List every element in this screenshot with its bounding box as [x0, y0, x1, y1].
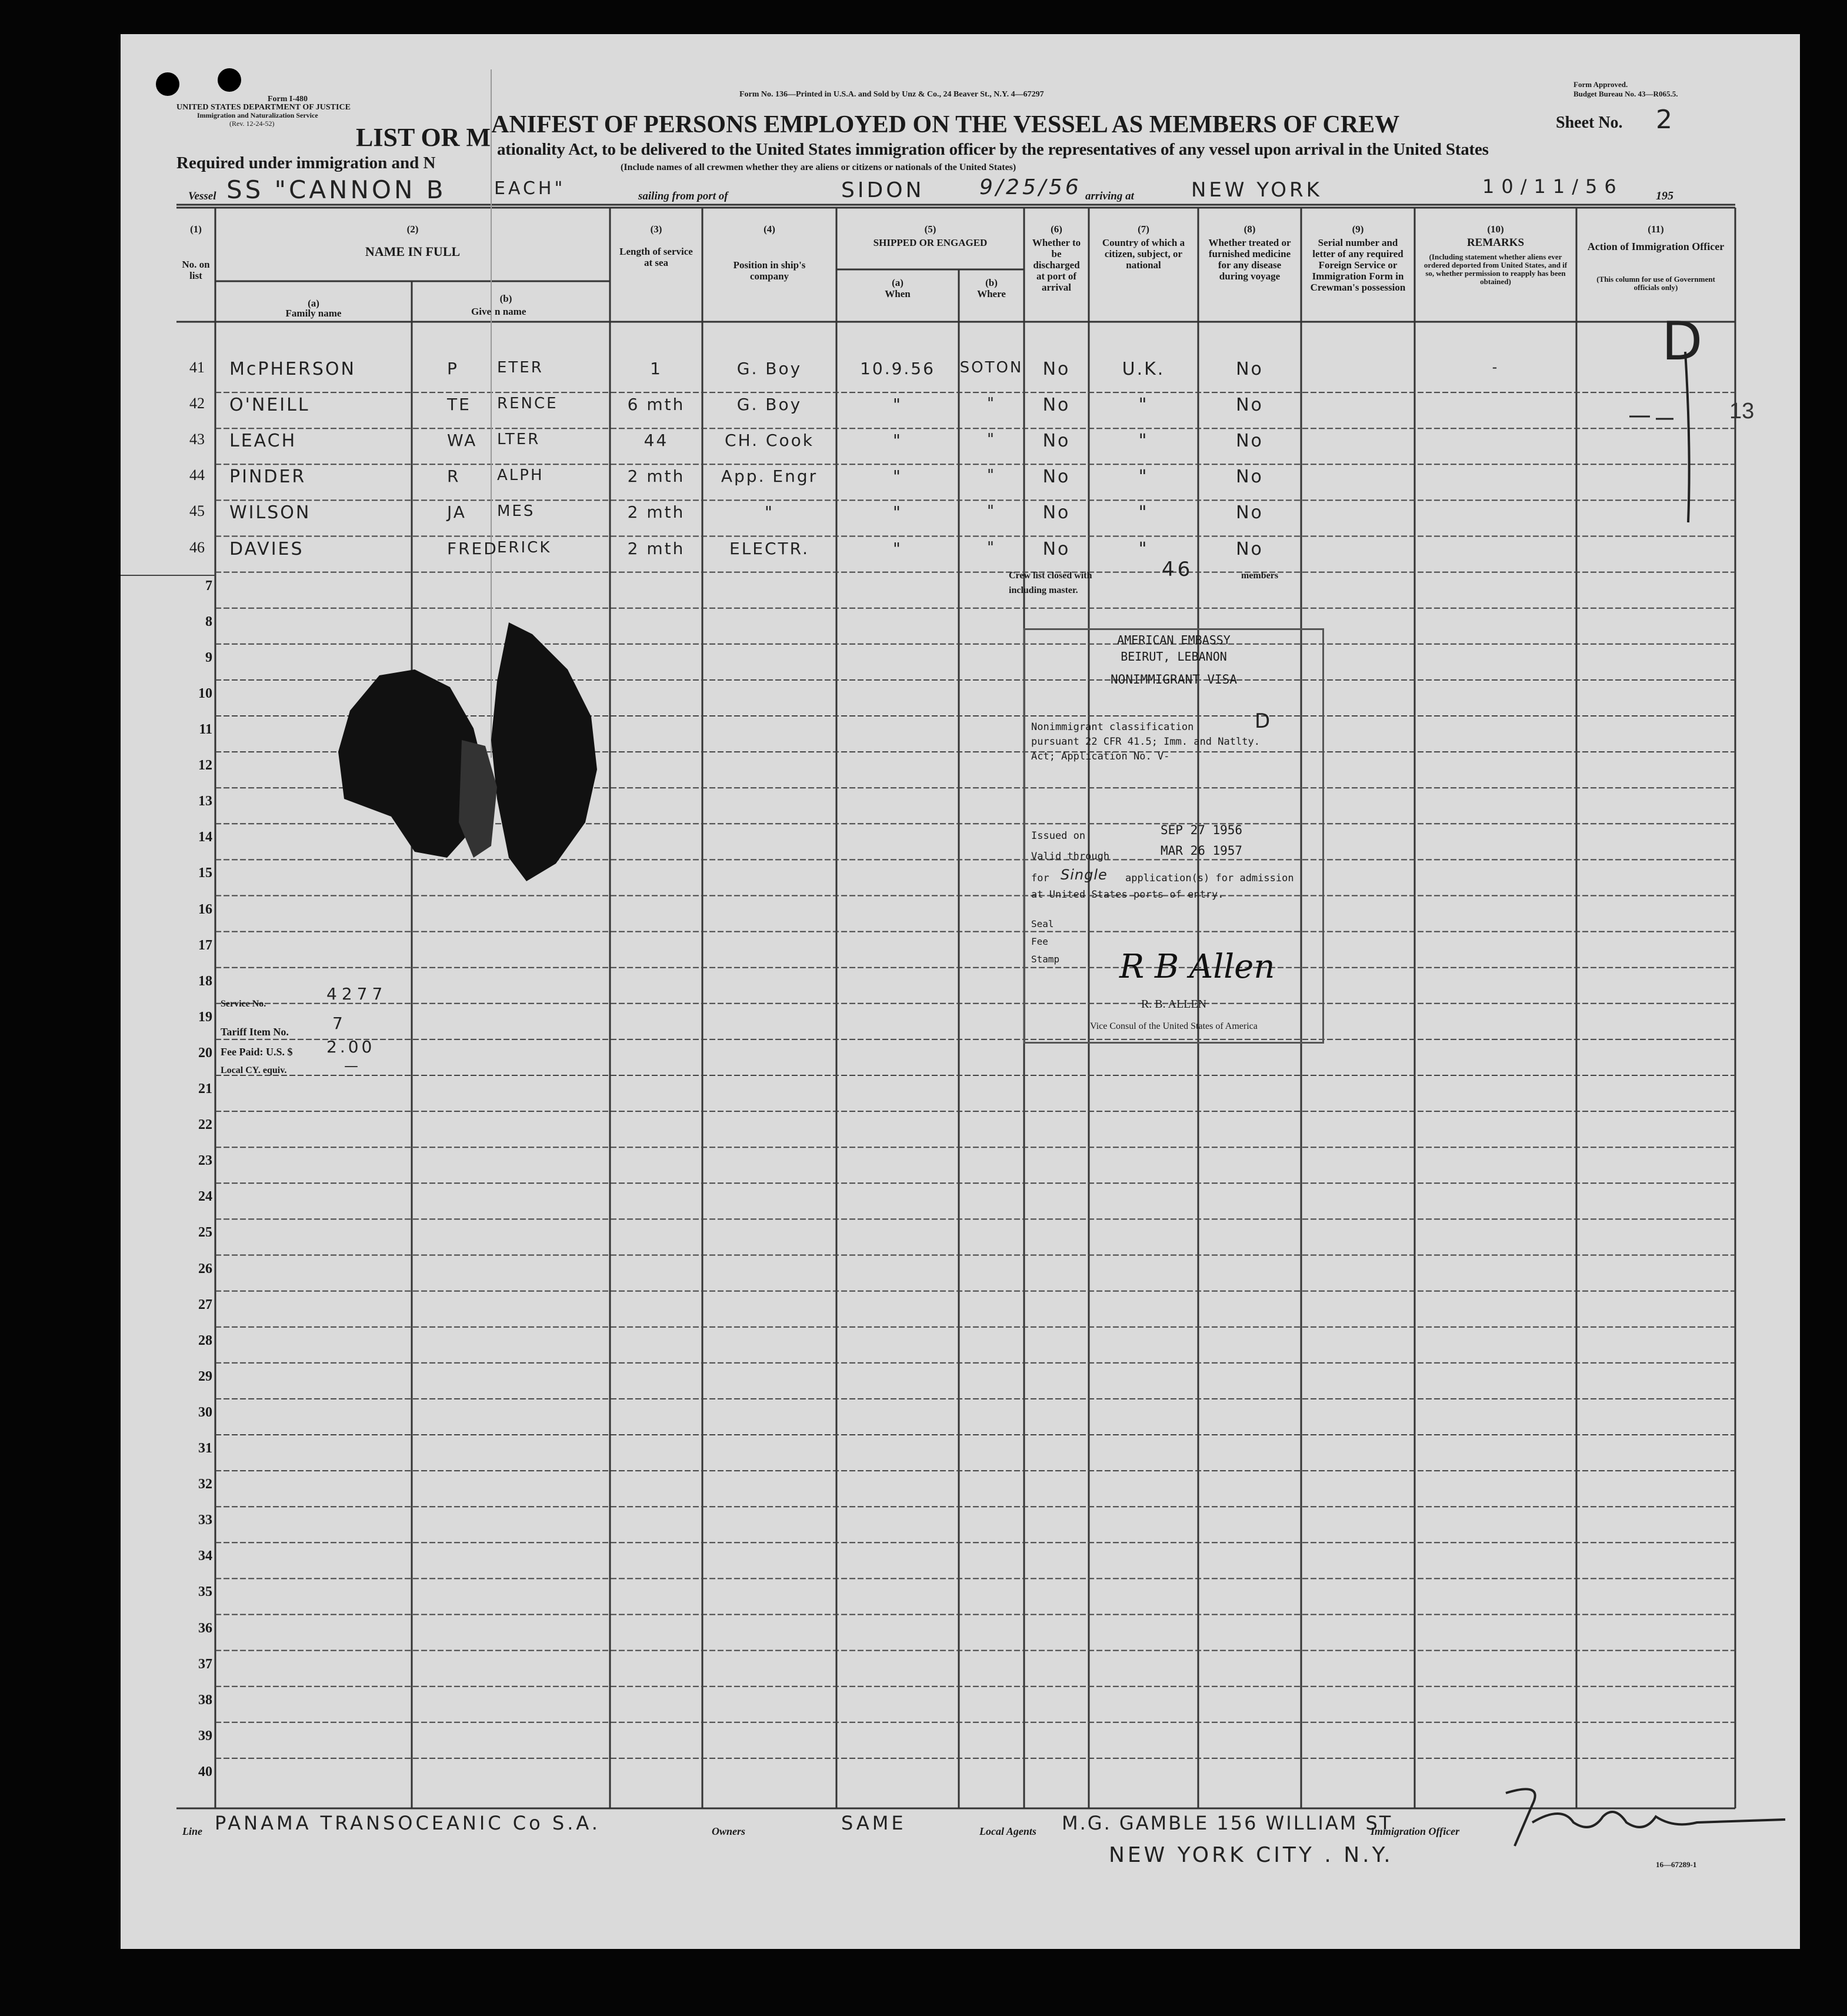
- row-number: 13: [198, 794, 212, 809]
- form-code: 16—67289-1: [1656, 1860, 1697, 1869]
- family-name: PINDER: [229, 466, 306, 488]
- col-7-header: Country of which a citizen, subject, or national: [1102, 237, 1185, 271]
- row-number: 14: [198, 829, 212, 845]
- row-number: 31: [198, 1441, 212, 1456]
- shipped-when: ": [893, 538, 902, 558]
- row-number: 32: [198, 1477, 212, 1492]
- given-name-left: FRED: [447, 538, 498, 558]
- given-name-left: JA: [447, 502, 466, 522]
- row-number: 23: [198, 1153, 212, 1169]
- col-4-header: Position in ship's company: [733, 259, 806, 282]
- medicine-answer: No: [1236, 502, 1263, 524]
- discharge-answer: No: [1042, 431, 1071, 452]
- stamp-visa-type: NONIMMIGRANT VISA: [1111, 672, 1237, 687]
- sheet-number: 2: [1656, 105, 1675, 135]
- year-label: 195: [1656, 189, 1673, 202]
- discharge-answer: No: [1042, 395, 1071, 416]
- service-length: 44: [644, 431, 669, 451]
- shipped-where: ": [987, 395, 996, 413]
- line-label: Line: [182, 1825, 202, 1837]
- medicine-answer: No: [1236, 431, 1263, 452]
- col-2b-number: (b): [499, 293, 512, 304]
- shipped-where: SOTON: [959, 359, 1023, 376]
- row-number: 33: [198, 1512, 212, 1528]
- medicine-answer: No: [1236, 395, 1263, 416]
- col-5b-header: Where: [977, 288, 1006, 299]
- citizenship-country: ": [1138, 395, 1149, 416]
- service-name: Immigration and Naturalization Service: [197, 111, 318, 119]
- row-number: 44: [189, 466, 205, 484]
- given-name-right: RENCE: [497, 395, 558, 413]
- line-value: PANAMA TRANSOCEANIC Co S.A.: [215, 1812, 601, 1834]
- citizenship-country: ": [1138, 431, 1149, 452]
- form-approved: Form Approved.: [1573, 80, 1628, 89]
- service-length: 2 mth: [627, 538, 685, 558]
- row-number: 38: [198, 1692, 212, 1708]
- ship-position: G. Boy: [736, 359, 802, 378]
- row-number: 22: [198, 1117, 212, 1133]
- col-8-number: (8): [1243, 224, 1256, 235]
- agency-name: UNITED STATES DEPARTMENT OF JUSTICE: [176, 103, 351, 112]
- stamp-seal: Seal: [1031, 918, 1054, 929]
- printer-line: Form No. 136—Printed in U.S.A. and Sold by Unz & Co., 24 Beaver St., N.Y. 4—67297: [739, 90, 1044, 99]
- crew-closed-line2: including master.: [1009, 585, 1078, 595]
- row-number: 26: [198, 1261, 212, 1277]
- shipped-when: 10.9.56: [860, 359, 935, 378]
- sheet-label: Sheet No.: [1556, 114, 1623, 132]
- row-number: 35: [198, 1584, 212, 1600]
- given-name-right: ETER: [497, 359, 544, 376]
- col-6-header: Whether to be discharged at port of arrival: [1032, 237, 1081, 293]
- col-9-header: Serial number and letter of any required Foreign Service or Immigration Form in Crewman's possession: [1310, 237, 1406, 293]
- row-number: 42: [189, 395, 205, 412]
- family-name: DAVIES: [229, 538, 304, 559]
- col-4-number: (4): [764, 224, 775, 235]
- arriving-label: arriving at: [1085, 190, 1134, 202]
- col-10-note: (Including statement whether aliens ever ordered deported from United States, and if so, whether permission to reapply has been obtained): [1423, 252, 1568, 286]
- stamp-embassy: AMERICAN EMBASSY: [1117, 633, 1231, 647]
- vessel-name-cont: EACH": [494, 178, 566, 199]
- vessel-name: SS "CANNON B: [226, 175, 446, 204]
- stamp-ports: at United States ports of entry.: [1031, 889, 1224, 901]
- include-note: (Include names of all crewmen whether they are aliens or citizens or nationals of the United States): [621, 162, 1016, 172]
- col-1-number: (1): [190, 224, 202, 235]
- consul-signature: R B Allen: [1119, 948, 1275, 986]
- stamp-for-label: for: [1031, 872, 1049, 884]
- port-of-departure: SIDON: [841, 178, 925, 202]
- fee-paid-value: 2.00: [326, 1037, 375, 1057]
- stamp-valid-date: MAR 26 1957: [1161, 844, 1243, 858]
- agents-city: NEW YORK CITY . N.Y.: [1109, 1843, 1393, 1867]
- row-number: 28: [198, 1332, 212, 1348]
- row-number: 18: [198, 973, 212, 989]
- local-equiv-value: —: [344, 1058, 361, 1074]
- title-right: ANIFEST OF PERSONS EMPLOYED ON THE VESSEL AS MEMBERS OF CREW: [491, 111, 1400, 138]
- agents-value: M.G. GAMBLE 156 WILLIAM ST: [1062, 1812, 1393, 1834]
- citizenship-country: ": [1138, 466, 1149, 488]
- shipped-when: ": [893, 395, 902, 415]
- service-length: 2 mth: [627, 502, 685, 522]
- col-3-header: Length of service at sea: [619, 246, 693, 268]
- col-10-number: (10): [1487, 224, 1504, 235]
- shipped-where: ": [987, 538, 996, 557]
- medicine-answer: No: [1236, 359, 1263, 379]
- stamp-issued-date: SEP 27 1956: [1161, 823, 1243, 837]
- row-number: 10: [198, 685, 212, 701]
- family-name: LEACH: [229, 431, 297, 452]
- subtitle-left: Required under immigration and N: [176, 154, 436, 172]
- ship-position: CH. Cook: [725, 431, 814, 451]
- subtitle-right: ationality Act, to be delivered to the United States immigration officer by the representatives of any vessel upon arrival in the United States: [497, 140, 1489, 159]
- col-1-header: No. on list: [182, 259, 210, 281]
- crew-closed-suffix: members: [1241, 571, 1279, 581]
- stamp-fee: Fee: [1031, 936, 1048, 947]
- given-name-left: P: [447, 359, 459, 378]
- row-number: 39: [198, 1728, 212, 1744]
- arrival-date: 10/11/56: [1482, 175, 1623, 198]
- row-number: 45: [189, 502, 205, 520]
- action-mark-d: D: [1662, 311, 1703, 372]
- ship-position: G. Boy: [736, 395, 802, 415]
- owners-value: SAME: [841, 1812, 906, 1834]
- col-2b-header-left: Give: [471, 306, 491, 317]
- shipped-where: ": [987, 431, 996, 449]
- departure-date: 9/25/56: [979, 175, 1082, 199]
- shipped-where: ": [987, 502, 996, 521]
- crew-closed-prefix: Crew list closed with: [1009, 571, 1092, 581]
- col-5b-number: (b): [985, 277, 998, 288]
- row-number: 34: [198, 1548, 212, 1564]
- shipped-when: ": [893, 502, 902, 522]
- col-6-number: (6): [1051, 224, 1062, 235]
- immigration-officer-label: Immigration Officer: [1371, 1825, 1460, 1837]
- given-name-right: LTER: [497, 431, 541, 449]
- col-5a-header: When: [885, 288, 911, 299]
- row-number: 19: [198, 1009, 212, 1025]
- row-number: 21: [198, 1081, 212, 1097]
- form-id: Form I-480: [268, 95, 308, 104]
- given-name-right: MES: [497, 502, 535, 521]
- shipped-when: ": [893, 431, 902, 451]
- manifest-page: [121, 34, 1800, 1949]
- col-2-number: (2): [406, 224, 419, 235]
- col-5-header: SHIPPED OR ENGAGED: [873, 237, 988, 248]
- row-number: 11: [199, 722, 212, 737]
- ship-position: ": [765, 502, 774, 522]
- col-2-header: NAME IN FULL: [365, 244, 461, 259]
- stamp-application: Act; Application No. V-: [1031, 751, 1170, 762]
- col-7-number: (7): [1138, 224, 1149, 235]
- row-number: 41: [189, 359, 205, 376]
- tariff-value: 7: [332, 1014, 346, 1033]
- ship-position: ELECTR.: [729, 538, 809, 558]
- row-number: 20: [198, 1045, 212, 1061]
- row-number: 46: [189, 538, 205, 556]
- col-8-header: Whether treated or furnished medicine for any disease during voyage: [1208, 237, 1291, 282]
- family-name: WILSON: [229, 502, 311, 524]
- stamp-class-value: D: [1255, 709, 1273, 733]
- row-number: 8: [205, 614, 212, 629]
- row-number: 7: [205, 578, 212, 594]
- service-no-value: 4277: [326, 984, 388, 1004]
- row-number: 9: [205, 649, 212, 665]
- row-number: 27: [198, 1297, 212, 1312]
- stamp-pursuant: pursuant 22 CFR 41.5; Imm. and Natlty.: [1031, 736, 1260, 748]
- given-name-right: ERICK: [497, 538, 552, 557]
- family-name: McPHERSON: [229, 359, 356, 379]
- arrival-port: NEW YORK: [1191, 178, 1322, 202]
- service-length: 1: [650, 359, 662, 378]
- service-length: 2 mth: [627, 466, 685, 486]
- row-number: 36: [198, 1620, 212, 1636]
- row-number: 16: [198, 901, 212, 917]
- remarks-value: -: [1492, 359, 1499, 375]
- owners-label: Owners: [712, 1825, 746, 1837]
- given-name-left: TE: [447, 395, 471, 415]
- revision-date: (Rev. 12-24-52): [229, 119, 275, 128]
- stamp-signer-name: R. B. ALLEN: [1141, 998, 1207, 1011]
- budget-bureau: Budget Bureau No. 43—R065.5.: [1573, 89, 1678, 98]
- local-equiv-label: Local CY. equiv.: [221, 1065, 287, 1075]
- col-10-header: REMARKS: [1466, 236, 1525, 249]
- stamp-stamp: Stamp: [1031, 954, 1060, 965]
- row-number: 25: [198, 1225, 212, 1241]
- crew-closed-count: 46: [1162, 558, 1193, 581]
- medicine-answer: No: [1236, 538, 1263, 559]
- stamp-for-value: Single: [1061, 867, 1108, 883]
- col-5-number: (5): [924, 224, 936, 235]
- shipped-where: ": [987, 466, 996, 485]
- service-length: 6 mth: [627, 395, 685, 415]
- fee-paid-label: Fee Paid: U.S. $: [221, 1046, 293, 1058]
- vessel-label: Vessel: [188, 190, 216, 202]
- service-no-label: Service No.: [221, 999, 266, 1009]
- discharge-answer: No: [1042, 359, 1071, 379]
- citizenship-country: ": [1138, 502, 1149, 524]
- stamp-issued-label: Issued on: [1031, 830, 1086, 842]
- row-number: 29: [198, 1368, 212, 1384]
- discharge-answer: No: [1042, 502, 1071, 524]
- discharge-answer: No: [1042, 466, 1071, 488]
- col-3-number: (3): [650, 224, 662, 235]
- family-name: O'NEILL: [229, 395, 310, 416]
- col-2a-header: Family name: [285, 308, 342, 319]
- row-number: 43: [189, 431, 205, 448]
- col-11-note: (This column for use of Government officials only): [1596, 275, 1715, 292]
- given-name-left: WA: [447, 431, 478, 451]
- citizenship-country: U.K.: [1122, 359, 1165, 379]
- given-name-right: ALPH: [497, 466, 544, 485]
- row-number: 37: [198, 1656, 212, 1672]
- row-number: 15: [198, 865, 212, 881]
- stamp-valid-label: Valid through: [1031, 851, 1110, 862]
- given-name-left: R: [447, 466, 461, 486]
- col-2a-number: (a): [308, 298, 319, 309]
- stamp-class-label: Nonimmigrant classification: [1031, 721, 1194, 733]
- medicine-answer: No: [1236, 466, 1263, 488]
- row-number: 12: [198, 758, 212, 774]
- stamp-vice-consul: Vice Consul of the United States of America: [1090, 1021, 1258, 1031]
- col-5a-number: (a): [892, 277, 904, 288]
- col-2b-header-right: n name: [495, 306, 526, 317]
- action-count: 13: [1729, 399, 1755, 424]
- row-number: 30: [198, 1404, 212, 1420]
- row-number: 17: [198, 937, 212, 953]
- discharge-answer: No: [1042, 538, 1071, 559]
- row-number: 24: [198, 1189, 212, 1205]
- shipped-when: ": [893, 466, 902, 486]
- col-11-header: Action of Immigration Officer: [1587, 241, 1725, 252]
- stamp-application-text: application(s) for admission: [1125, 872, 1294, 884]
- agents-label: Local Agents: [979, 1825, 1036, 1837]
- col-11-number: (11): [1648, 224, 1664, 235]
- title-left: LIST OR M: [356, 123, 491, 152]
- ship-position: App. Engr: [721, 466, 818, 486]
- tariff-label: Tariff Item No.: [221, 1026, 289, 1038]
- stamp-city: BEIRUT, LEBANON: [1121, 649, 1227, 664]
- sailing-label: sailing from port of: [638, 190, 728, 202]
- officer-signature-icon: [121, 34, 1800, 1949]
- citizenship-country: ": [1138, 538, 1149, 559]
- row-number: 40: [198, 1764, 212, 1780]
- col-9-number: (9): [1352, 224, 1364, 235]
